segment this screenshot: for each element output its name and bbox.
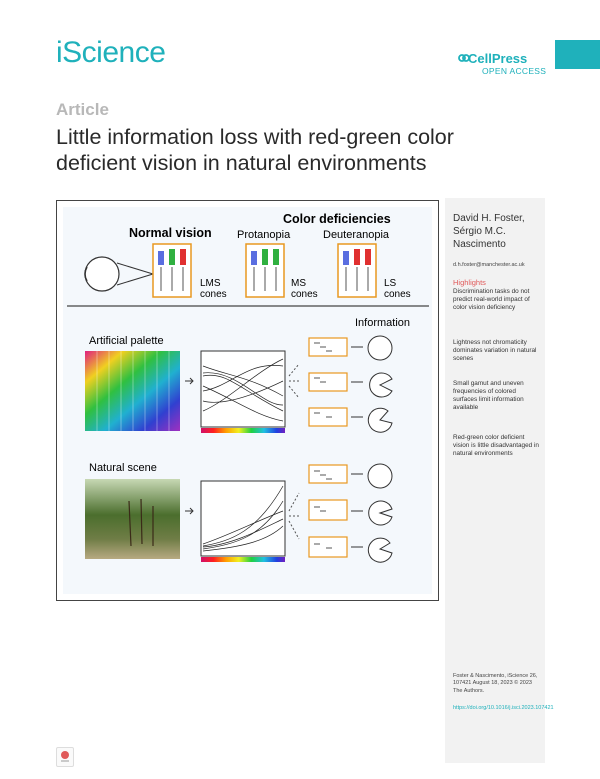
ls-label: LS [384,278,397,289]
journal-name: iScience [56,36,166,69]
check-for-updates-badge[interactable] [56,747,74,767]
article-type-label: Article [56,100,109,119]
figure-heading-deficiencies: Color deficiencies [283,212,391,226]
figure-label-deuteranopia: Deuteranopia [323,229,390,241]
article-title: Little information loss with red-green color deficient vision in natural environments [56,125,454,175]
natural-scene-label: Natural scene [89,462,157,474]
highlight-item: Red-green color deficient vision is little disadvantaged in natural environments [453,434,539,457]
graphical-abstract [56,200,439,601]
open-access-label: OPEN ACCESS [482,66,547,76]
cones-label: cones [384,289,411,300]
lms-label: LMS [200,278,221,289]
cones-label: cones [200,289,227,300]
figure-label-protanopia: Protanopia [237,229,291,241]
author-list: David H. Foster, Sérgio M.C. Nascimento [453,213,525,250]
highlight-item: Lightness not chromaticity dominates variation in natural scenes [453,339,537,362]
figure-heading-normal: Normal vision [129,226,212,240]
ms-cones-box [246,244,284,297]
ls-cones-box [338,244,376,297]
graphical-abstract-drawing [57,201,438,600]
highlights-heading: Highlights [453,278,486,287]
natural-spectrum-bar [201,557,285,562]
ms-label: MS [291,278,306,289]
doi-link[interactable]: https://doi.org/10.1016/j.isci.2023.107421 [453,705,554,711]
information-label: Information [355,317,411,329]
correspondence-email[interactable]: d.h.foster@manchester.ac.uk [453,262,525,268]
publisher-name: CellPress [468,51,528,66]
palette-spectra-plot [201,351,285,427]
artificial-palette-label: Artificial palette [89,335,164,347]
lms-cones-box [153,244,191,297]
header-accent-block [555,40,600,69]
citation-text: Foster & Nascimento, iScience 26, 107421 August 18, 2023 © 2023 The Authors. [453,673,538,694]
cones-label: cones [291,289,318,300]
palette-spectrum-bar [201,428,285,433]
highlight-item: Discrimination tasks do not predict real-world impact of color vision deficiency [453,288,530,311]
update-check-icon [57,748,73,766]
highlight-item: Small gamut and uneven frequencies of colored surfaces limit information available [453,380,524,411]
natural-scene-image [85,479,180,559]
